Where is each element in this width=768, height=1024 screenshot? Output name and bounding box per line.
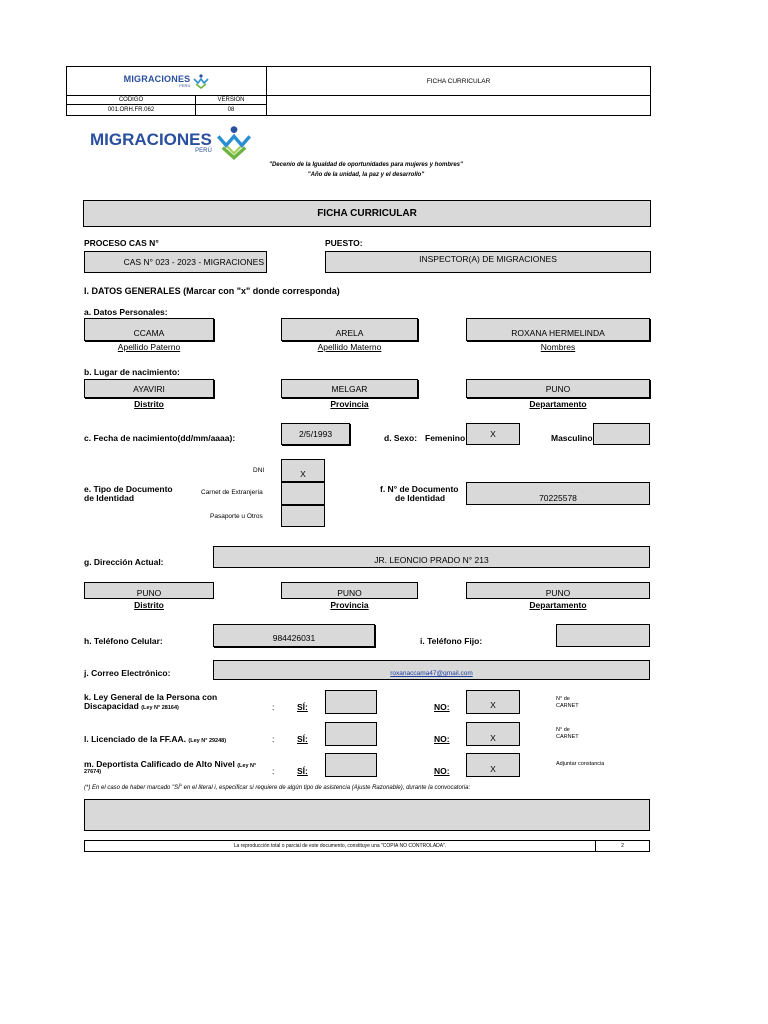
puesto-label: PUESTO:	[325, 238, 363, 248]
nac-provincia-field[interactable]: MELGAR	[281, 379, 418, 398]
telefono-celular-label: h. Teléfono Celular:	[84, 636, 163, 646]
telefono-fijo-label: i. Teléfono Fijo:	[420, 636, 483, 646]
tipo-documento-label-1: e. Tipo de Documento	[84, 484, 173, 494]
dir-provincia-field[interactable]: PUNO	[281, 582, 418, 599]
migraciones-emblem-icon	[193, 73, 209, 89]
correo-label: j. Correo Electrónico:	[84, 668, 171, 678]
codigo-value-cell	[66, 104, 196, 116]
sexo-label: d. Sexo:	[384, 433, 418, 443]
deportista-label: m. Deportista Calificado de Alto Nivel (Ley N°	[84, 759, 257, 769]
nac-departamento-label: Departamento	[529, 399, 587, 409]
l-colon: :	[272, 734, 275, 744]
nombres-field[interactable]: ROXANA HERMELINDA	[466, 318, 650, 341]
m-si-checkbox[interactable]	[325, 753, 377, 777]
fecha-nacimiento-field[interactable]: 2/5/1993	[281, 423, 350, 445]
k-si-checkbox[interactable]	[325, 690, 377, 714]
pasaporte-checkbox[interactable]	[281, 505, 325, 527]
header-logo-sub: PERÚ	[179, 82, 191, 88]
header-doc-title: FICHA CURRICULAR	[426, 77, 491, 85]
apellido-paterno-field[interactable]: CCAMA	[84, 318, 214, 341]
codigo-label: CÓDIGO	[118, 97, 144, 103]
l-no-checkbox[interactable]: X	[466, 722, 520, 746]
deportista-law-2: 27674)	[84, 769, 102, 775]
dni-checkbox[interactable]: X	[281, 459, 325, 482]
k-no-label: NO:	[434, 702, 450, 712]
l-si-checkbox[interactable]	[325, 722, 377, 746]
num-documento-label-2: de Identidad	[395, 493, 446, 503]
k-no-checkbox[interactable]: X	[466, 690, 520, 714]
nombres-label: Nombres	[540, 342, 576, 352]
main-logo-text: MIGRACIONES	[90, 129, 212, 149]
direccion-label: g. Dirección Actual:	[84, 557, 164, 567]
migraciones-emblem-icon	[216, 124, 252, 160]
proceso-field[interactable]: CAS N° 023 - 2023 - MIGRACIONES	[84, 251, 267, 273]
header-logo-text: MIGRACIONES	[123, 73, 191, 84]
discapacidad-law: (Ley N° 28164)	[141, 705, 179, 711]
masculino-label: Masculino	[551, 433, 593, 443]
m-constancia-note: Adjuntar constancia	[556, 761, 605, 767]
carnet-extranjeria-label: Carnet de Extranjería	[201, 489, 263, 496]
lugar-nacimiento-label: b. Lugar de nacimiento:	[84, 367, 180, 377]
discapacidad-label-1: k. Ley General de la Persona con	[84, 692, 218, 702]
m-colon: :	[272, 766, 275, 776]
deportista-law-1: (Ley N°	[237, 763, 257, 769]
m-no-label: NO:	[434, 766, 450, 776]
version-value-cell	[195, 104, 267, 116]
m-si-label: SÍ:	[297, 766, 308, 776]
section-1-title: I. DATOS GENERALES (Marcar con "x" donde corresponda)	[84, 286, 340, 296]
num-documento-label-1: f. N° de Documento	[380, 484, 459, 494]
main-logo-sub: PERÚ	[195, 147, 212, 154]
l-no-label: NO:	[434, 734, 450, 744]
form-title: FICHA CURRICULAR	[83, 200, 651, 227]
header-title-cell	[266, 66, 651, 96]
nac-departamento-field[interactable]: PUNO	[466, 379, 650, 398]
nac-distrito-label: Distrito	[134, 399, 164, 409]
header-logo	[124, 73, 210, 89]
puesto-field[interactable]: INSPECTOR(A) DE MIGRACIONES	[325, 251, 651, 273]
pasaporte-label: Pasaporte u Otros	[210, 513, 263, 520]
nac-distrito-field[interactable]: AYAVIRI	[84, 379, 214, 398]
apellido-materno-field[interactable]: ARELA	[281, 318, 418, 341]
correo-link[interactable]: roxanaccama47@gmail.com	[390, 670, 473, 677]
dir-provincia-label: Provincia	[330, 600, 369, 610]
footer-text: La reproducción total o parcial de este documento, constituye una "COPIA NO CONTROLADA".	[85, 841, 596, 851]
footer-page: 2	[621, 843, 624, 849]
direccion-field[interactable]: JR. LEONCIO PRADO N° 213	[213, 546, 650, 568]
slogan-1: "Decenio de la Igualdad de oportunidades para mujeres y hombres"	[269, 162, 463, 168]
k-carnet-note: N° de CARNET	[556, 696, 579, 710]
k-si-label: SÍ:	[297, 702, 308, 712]
proceso-label: PROCESO CAS N°	[84, 238, 159, 248]
dir-departamento-field[interactable]: PUNO	[466, 582, 650, 599]
dir-departamento-label: Departamento	[529, 600, 587, 610]
licenciado-label: l. Licenciado de la FF.AA. (Ley N° 29248)	[84, 734, 227, 744]
femenino-label: Femenino	[425, 433, 466, 443]
codigo-value: 001.ORH.FR.062	[107, 107, 155, 113]
l-carnet-note: N° de CARNET	[556, 727, 579, 741]
apellido-materno-label: Apellido Materno	[317, 342, 382, 352]
datos-personales-label: a. Datos Personales:	[84, 307, 168, 317]
k-colon: :	[272, 702, 275, 712]
carnet-extranjeria-checkbox[interactable]	[281, 482, 325, 505]
main-logo	[90, 124, 252, 160]
version-label: VERSIÓN	[217, 97, 245, 103]
licenciado-law: (Ley N° 29248)	[188, 738, 227, 744]
dni-label: DNI	[253, 467, 265, 474]
ajuste-razonable-field[interactable]	[84, 799, 650, 831]
fecha-nacimiento-label: c. Fecha de nacimiento(dd/mm/aaaa):	[84, 433, 236, 443]
header-logo-cell	[66, 66, 267, 96]
femenino-checkbox[interactable]: X	[466, 423, 520, 445]
version-value: 08	[227, 107, 235, 113]
dir-distrito-label: Distrito	[134, 600, 164, 610]
correo-field[interactable]	[213, 660, 650, 680]
l-si-label: SÍ:	[297, 734, 308, 744]
dir-distrito-field[interactable]: PUNO	[84, 582, 214, 599]
discapacidad-label-2: Discapacidad (Ley N° 28164)	[84, 701, 179, 711]
telefono-celular-field[interactable]: 984426031	[213, 624, 375, 647]
masculino-checkbox[interactable]	[593, 423, 650, 445]
slogan-2: "Año de la unidad, la paz y el desarrollo"	[307, 172, 425, 178]
footer-bar	[84, 840, 650, 852]
tipo-documento-label-2: de Identidad	[84, 493, 135, 503]
m-no-checkbox[interactable]: X	[466, 753, 520, 777]
num-documento-field[interactable]: 70225578	[466, 482, 650, 505]
apellido-paterno-label: Apellido Paterno	[117, 342, 181, 352]
ajuste-razonable-note: (*) En el caso de haber marcado "SÍ" en el literal i, especificar si requiere de algún tipo de asistencia (Ajuste Razonable), durante la convocatoria:	[84, 785, 471, 791]
header-blank-cell	[266, 95, 651, 116]
nac-provincia-label: Provincia	[330, 399, 369, 409]
telefono-fijo-field[interactable]	[556, 624, 650, 647]
